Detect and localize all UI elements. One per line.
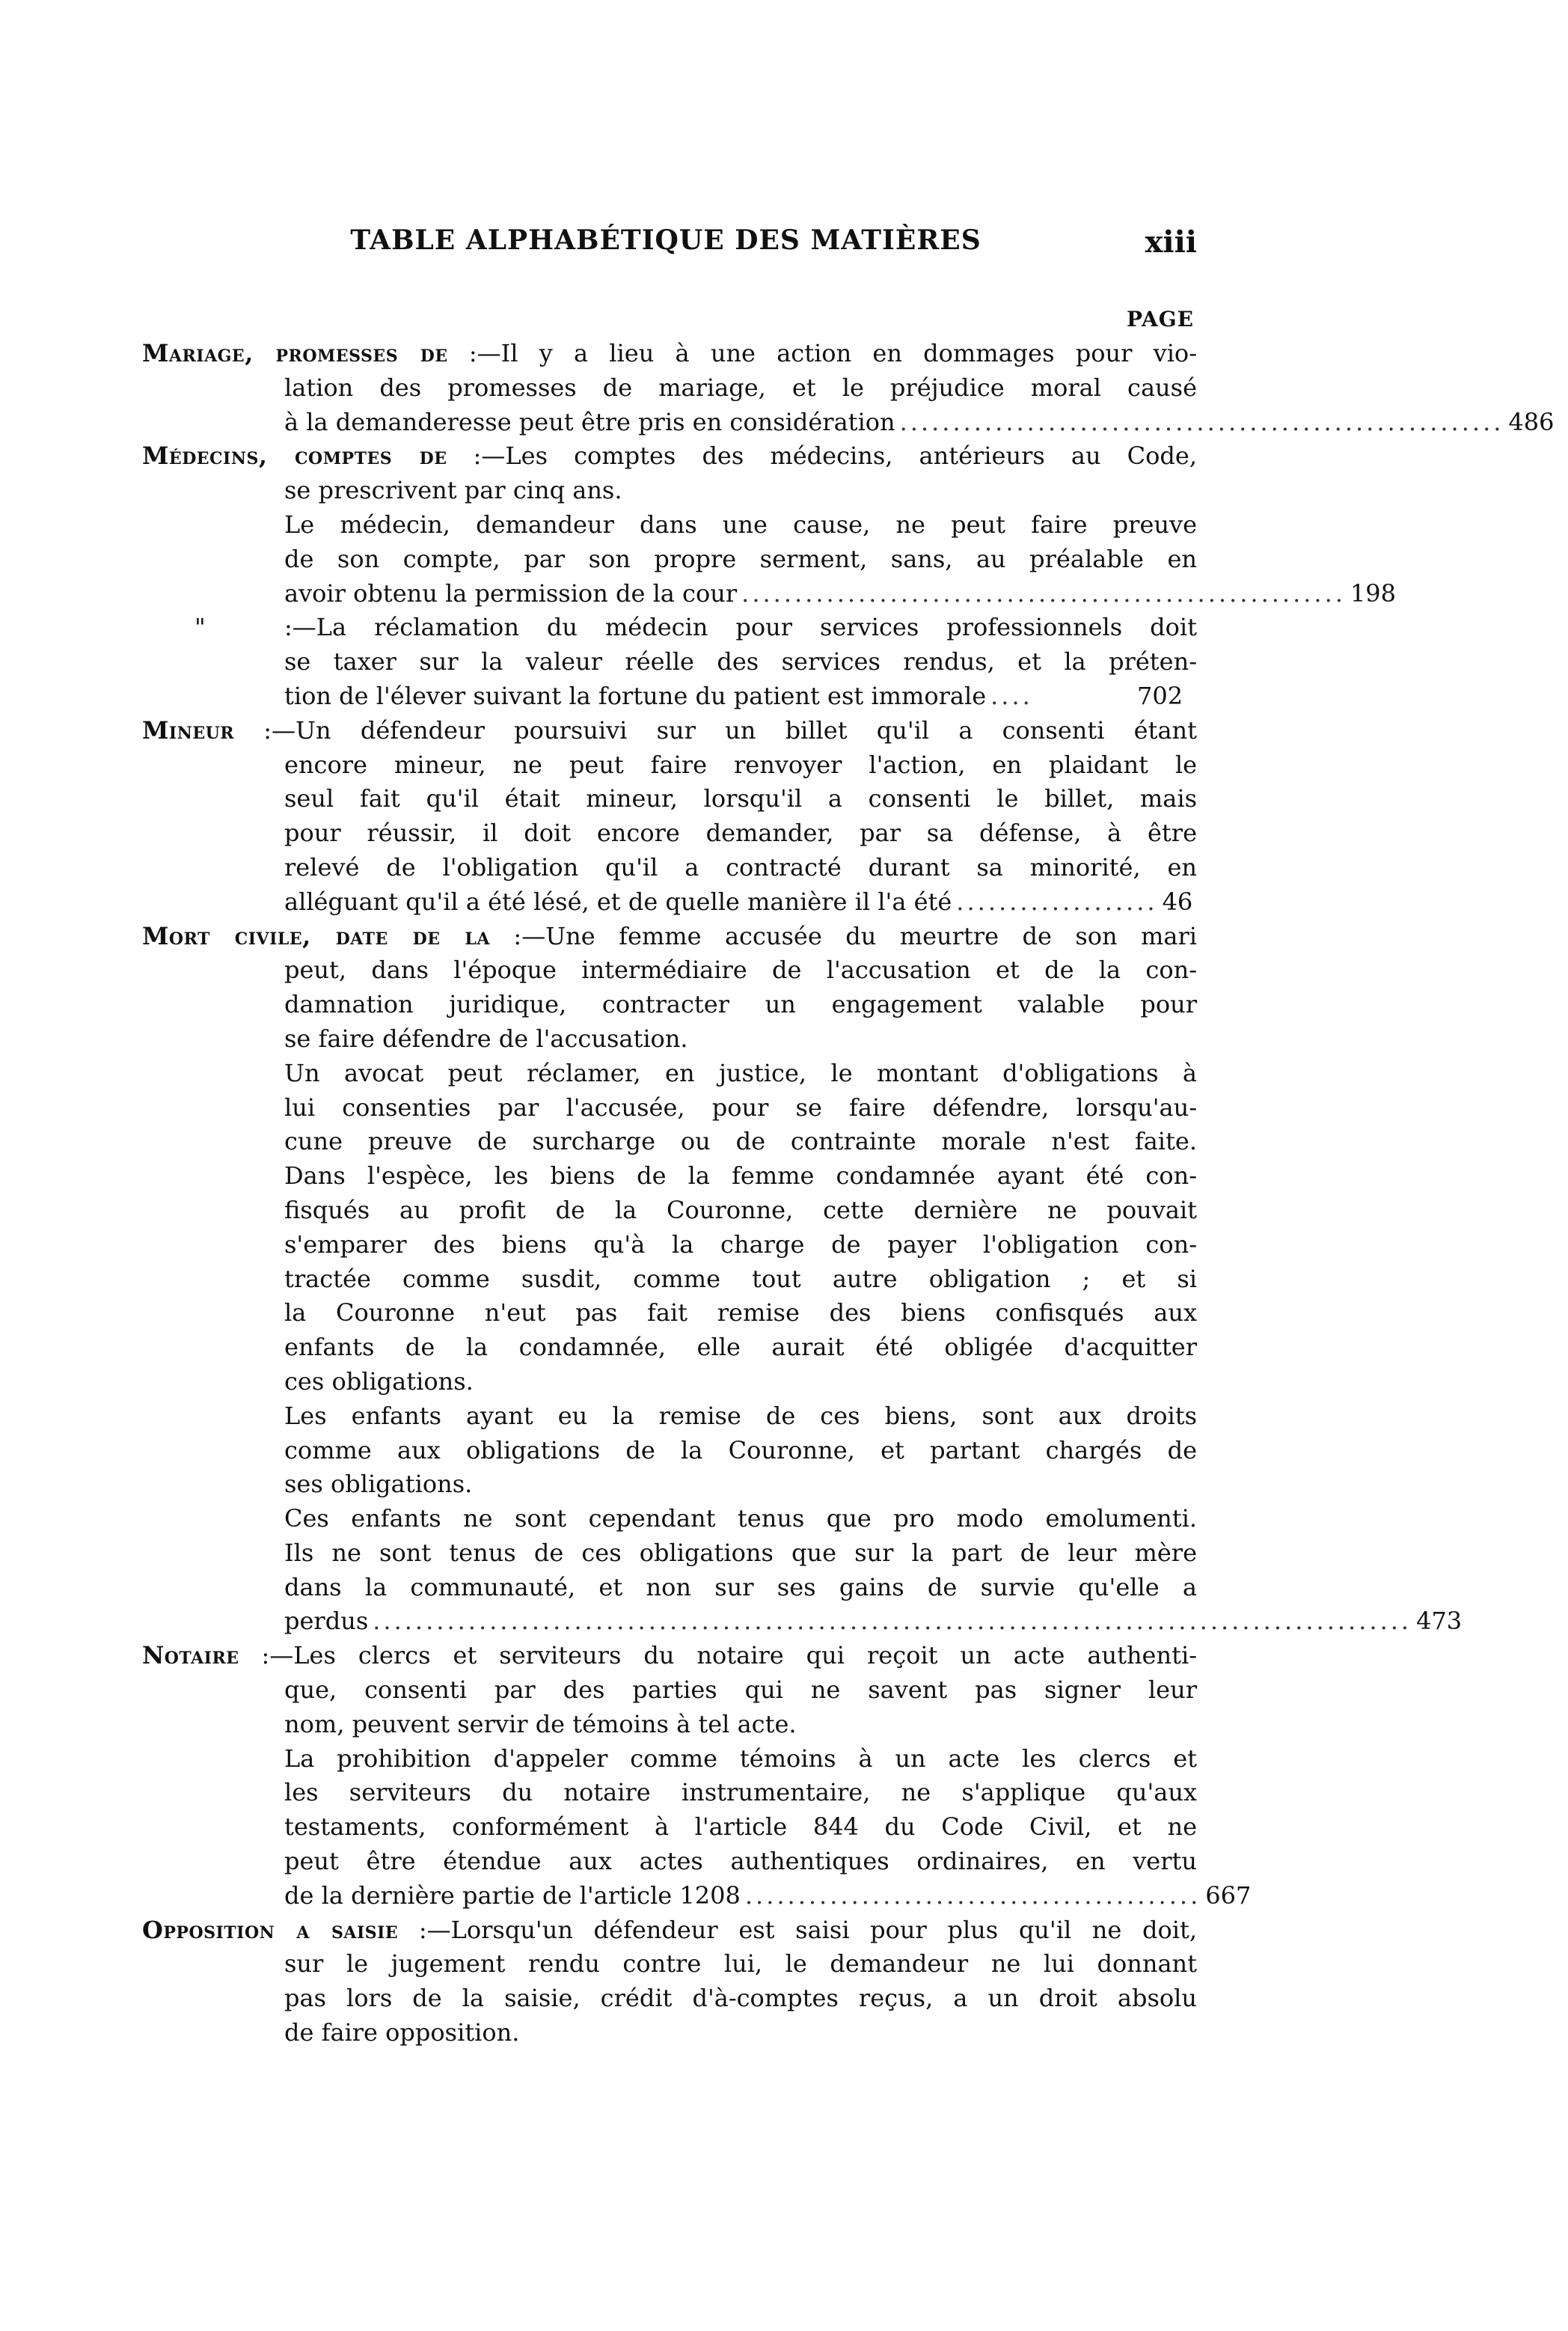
entry-line-with-page	[142, 577, 1397, 611]
entry-line: Ils ne sont tenus de ces obligations que sur la part de leur mère	[284, 1538, 1197, 1567]
entry-text: :—Un défendeur poursuivi sur un billet qu'il a consenti étant	[263, 715, 1197, 745]
index-entry	[142, 337, 1555, 439]
entry-line-with-page	[142, 1879, 1252, 1913]
leader-dots: ...........................................	[744, 1881, 1201, 1910]
entry-text: :—La réclamation du médecin pour services professionnels doit	[284, 613, 1197, 642]
entry-line	[142, 1913, 1197, 1948]
leader-dots: ..................................................................................................	[373, 1607, 1412, 1636]
index-entry	[142, 1913, 1197, 2050]
entry-line-with-page	[142, 1604, 1463, 1639]
entry-line: peut, dans l'époque intermédiaire de l'accusation et de la con-	[284, 956, 1197, 985]
entry-line: se taxer sur la valeur réelle des services rendus, et la préten-	[284, 647, 1197, 676]
entry-text: alléguant qu'il a été lésé, et de quelle manière il l'a été	[284, 887, 952, 916]
entry-line: nom, peuvent servir de témoins à tel acte.	[284, 1709, 797, 1738]
index-entry	[142, 1639, 1252, 1913]
entry-line: La prohibition d'appeler comme témoins à un acte les clercs et	[284, 1744, 1197, 1773]
entry-line	[142, 611, 1197, 645]
leader-dots: .........................................................	[899, 407, 1504, 436]
page-ref: 46	[1162, 887, 1193, 916]
entry-line: Un avocat peut réclamer, en justice, le montant d'obligations à	[284, 1058, 1197, 1087]
entry-line: damnation juridique, contracter un engagement valable pour	[284, 990, 1197, 1019]
entry-line: fisqués au profit de la Couronne, cette dernière ne pouvait	[284, 1195, 1197, 1224]
entry-line: peut être étendue aux actes authentiques ordinaires, en vertu	[284, 1847, 1197, 1876]
leader-dots: .........................................................	[741, 578, 1346, 608]
entry-line-with-page	[142, 406, 1555, 440]
entry-line: Les enfants ayant eu la remise de ces biens, sont aux droits	[284, 1401, 1197, 1430]
entry-line	[142, 920, 1197, 954]
entry-line: relevé de l'obligation qu'il a contracté durant sa minorité, en	[284, 852, 1197, 882]
entry-line: de faire opposition.	[284, 2018, 520, 2047]
index-entry	[142, 439, 1397, 611]
page-title: TABLE ALPHABÉTIQUE DES MATIÈRES	[350, 224, 981, 256]
entry-line: la Couronne n'eut pas fait remise des biens confisqués aux	[284, 1298, 1197, 1328]
entry-line: pour réussir, il doit encore demander, par sa défense, à être	[284, 819, 1197, 848]
entry-line: de son compte, par son propre serment, sans, au préalable en	[284, 544, 1197, 573]
entry-line: comme aux obligations de la Couronne, et partant chargés de	[284, 1435, 1197, 1464]
entry-line	[142, 714, 1197, 748]
leader-dots: ....	[990, 681, 1033, 710]
entry-line: Ces enfants ne sont cependant tenus que pro modo emolumenti.	[284, 1504, 1197, 1533]
entry-heading: Médecins, comptes de	[142, 442, 447, 471]
index-entry	[142, 714, 1197, 920]
entry-line: tractée comme susdit, comme tout autre obligation ; et si	[284, 1264, 1197, 1293]
entry-heading: Notaire	[142, 1641, 239, 1670]
entry-line: cune preuve de surcharge ou de contrainte morale n'est faite.	[284, 1127, 1197, 1156]
entry-line: les serviteurs du notaire instrumentaire, ne s'applique qu'aux	[284, 1778, 1197, 1807]
entry-line: pas lors de la saisie, crédit d'à-comptes reçus, a un droit absolu	[284, 1984, 1197, 2013]
entry-text: :—Les comptes des médecins, antérieurs au Code,	[473, 442, 1198, 471]
ditto-mark: "	[195, 613, 206, 642]
page-number: xiii	[1145, 224, 1197, 260]
entry-heading: Opposition a saisie	[142, 1915, 399, 1944]
entry-line: encore mineur, ne peut faire renvoyer l'action, en plaidant le	[284, 750, 1197, 779]
leader-dots: ...................	[956, 887, 1158, 916]
running-header	[135, 224, 1197, 269]
entry-line: lui consenties par l'accusée, pour se faire défendre, lorsqu'au-	[284, 1093, 1197, 1122]
page-column-label: PAGE	[1127, 307, 1194, 332]
entry-line	[142, 439, 1197, 474]
entry-line: se faire défendre de l'accusation.	[284, 1024, 688, 1053]
page-ref: 198	[1350, 578, 1397, 608]
entry-line: enfants de la condamnée, elle aurait été obligée d'acquitter	[284, 1333, 1197, 1362]
entry-line: Le médecin, demandeur dans une cause, ne peut faire preuve	[284, 510, 1197, 539]
entry-text: :—Il y a lieu à une action en dommages pour vio-	[468, 339, 1198, 367]
entry-line	[142, 337, 1197, 371]
entry-line: testaments, conformément à l'article 844 du Code Civil, et ne	[284, 1812, 1197, 1842]
entry-line: ces obligations.	[284, 1366, 474, 1396]
entry-line: seul fait qu'il était mineur, lorsqu'il a consenti le billet, mais	[284, 784, 1197, 813]
page-ref: 473	[1416, 1607, 1463, 1636]
page-ref: 702	[1137, 681, 1183, 710]
entry-line: Dans l'espèce, les biens de la femme condamnée ayant été con-	[284, 1161, 1197, 1191]
entry-text: :—Lorsqu'un défendeur est saisi pour plus qu'il ne doit,	[418, 1915, 1197, 1944]
entry-line: que, consenti par des parties qui ne savent pas signer leur	[284, 1675, 1197, 1705]
entry-text: à la demanderesse peut être pris en considération	[284, 407, 895, 436]
entry-heading: Mineur	[142, 715, 235, 745]
entry-line	[142, 1639, 1197, 1673]
entry-line: sur le jugement rendu contre lui, le demandeur ne lui donnant	[284, 1949, 1197, 1979]
entry-line: s'emparer des biens qu'à la charge de payer l'obligation con-	[284, 1229, 1197, 1259]
page-ref: 667	[1205, 1881, 1252, 1910]
index-entry	[142, 611, 1197, 713]
entry-text: de la dernière partie de l'article 1208	[284, 1881, 741, 1910]
entry-heading: Mariage, promesses de	[142, 339, 448, 367]
entry-text: avoir obtenu la permission de la cour	[284, 578, 738, 608]
entry-line-with-page	[142, 885, 1197, 920]
entry-text: tion de l'élever suivant la fortune du patient est immorale	[284, 681, 987, 710]
entry-line: dans la communauté, et non sur ses gains de survie qu'elle a	[284, 1572, 1197, 1601]
entry-heading: Mort civile, date de la	[142, 921, 490, 950]
entry-line: ses obligations.	[284, 1470, 473, 1499]
index-entry	[142, 920, 1463, 1640]
entry-text: perdus	[284, 1607, 369, 1636]
entry-line-with-page	[142, 679, 1197, 714]
page-ref: 486	[1508, 407, 1555, 436]
index-content	[142, 337, 1555, 2050]
entry-text: :—Une femme accusée du meurtre de son mari	[513, 921, 1198, 950]
entry-line: se prescrivent par cinq ans.	[284, 476, 622, 505]
entry-text: :—Les clercs et serviteurs du notaire qui reçoit un acte authenti-	[261, 1641, 1198, 1670]
entry-line: lation des promesses de mariage, et le préjudice moral causé	[284, 373, 1197, 402]
